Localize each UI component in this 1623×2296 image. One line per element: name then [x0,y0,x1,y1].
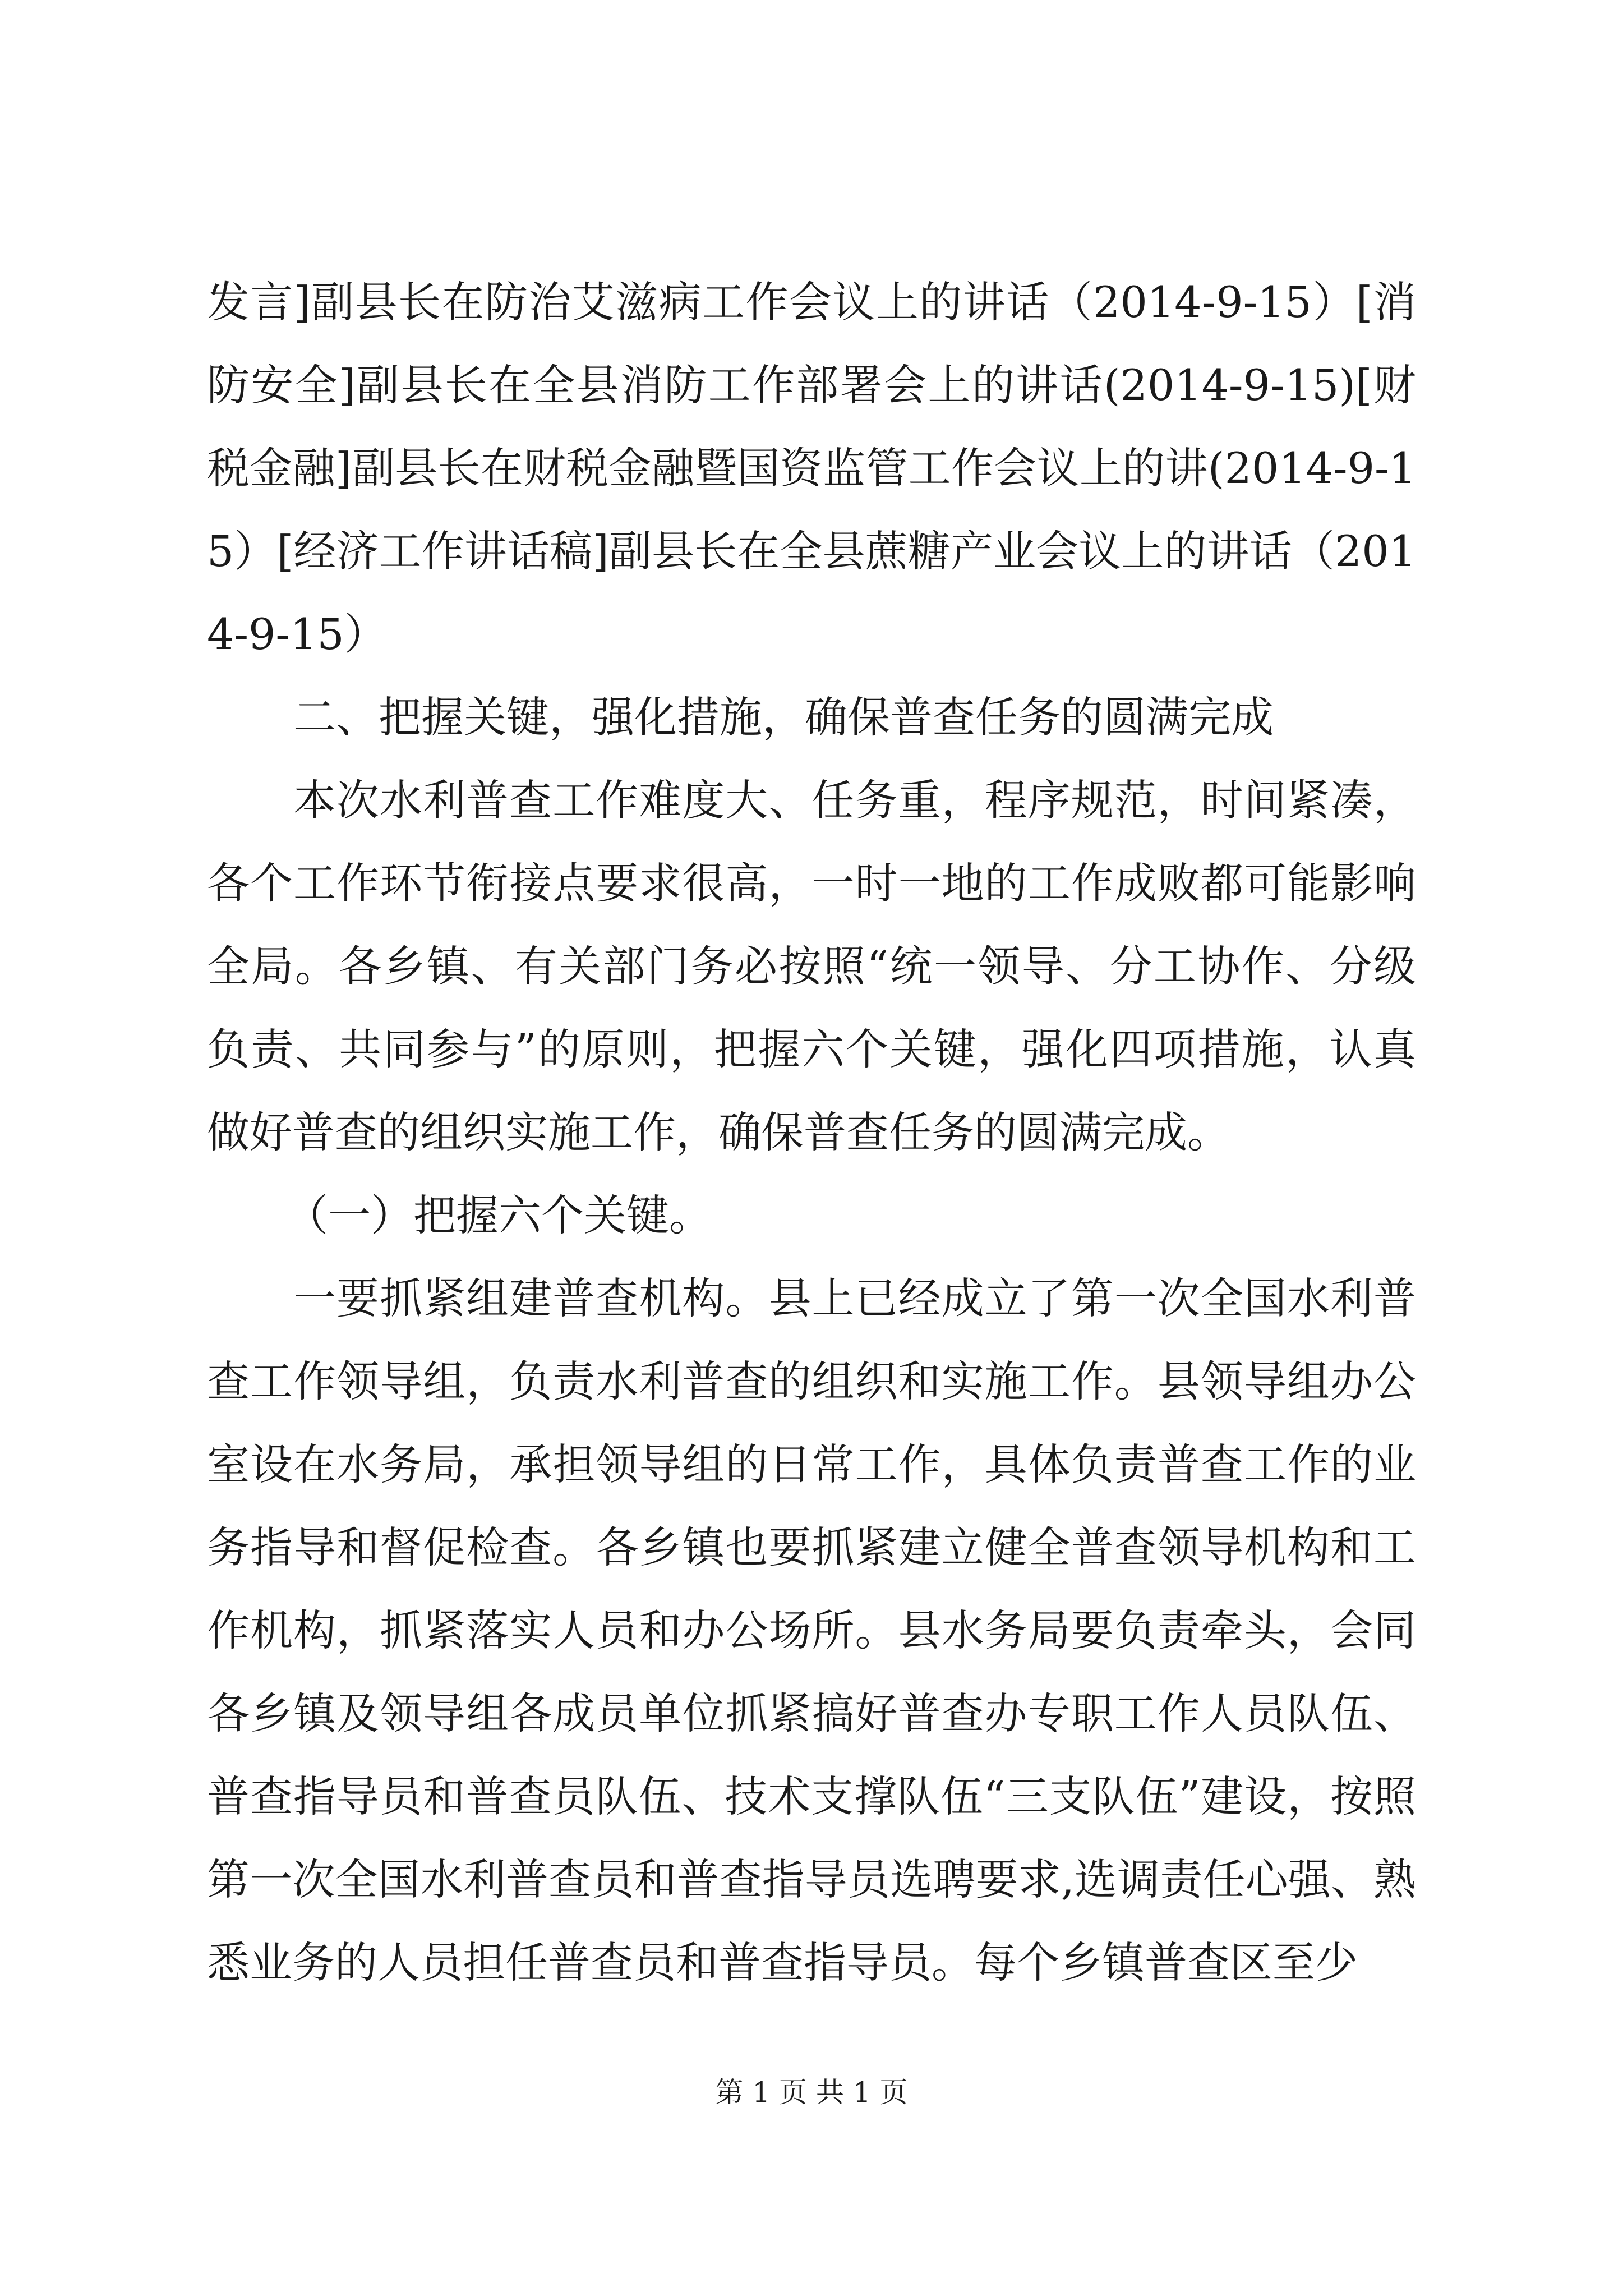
paragraph-intro: 本次水利普查工作难度大、任务重，程序规范，时间紧凑，各个工作环节衔接点要求很高，一时一地的工作成败都可能影响全局。各乡镇、有关部门务必按照“统一领导、分工协作、分级负责、共同参与”的原则，把握六个关键，强化四项措施，认真做好普查的组织实施工作，确保普查任务的圆满完成。 [207,775,1416,1157]
paragraph-speech-list: 发言]副县长在防治艾滋病工作会议上的讲话（2014-9-15）[消防安全]副县长在全县消防工作部署会上的讲话(2014-9-15)[财税金融]副县长在财税金融暨国资监管工作会议上的讲(2014-9-15）[经济工作讲话稿]副县长在全县蔗糖产业会议上的讲话（2014-9-15） [207,277,1416,659]
sub-heading: （一）把握六个关键。 [285,1190,712,1240]
section-heading: 二、把握关键，强化措施，确保普查任务的圆满完成 [293,692,1274,742]
document-body [207,261,1416,2004]
page-number-footer: 第 1 页 共 1 页 [715,2076,908,2109]
paragraph-organization: 一要抓紧组建普查机构。县上已经成立了第一次全国水利普查工作领导组，负责水利普查的组织和实施工作。县领导组办公室设在水务局，承担领导组的日常工作，具体负责普查工作的业务指导和督促检查。各乡镇也要抓紧建立健全普查领导机构和工作机构，抓紧落实人员和办公场所。县水务局要负责牵头，会同各乡镇及领导组各成员单位抓紧搞好普查办专职工作人员队伍、普查指导员和普查员队伍、技术支撑队伍“三支队伍”建设，按照第一次全国水利普查员和普查指导员选聘要求,选调责任心强、熟悉业务的人员担任普查员和普查指导员。每个乡镇普查区至少 [207,1273,1416,1987]
